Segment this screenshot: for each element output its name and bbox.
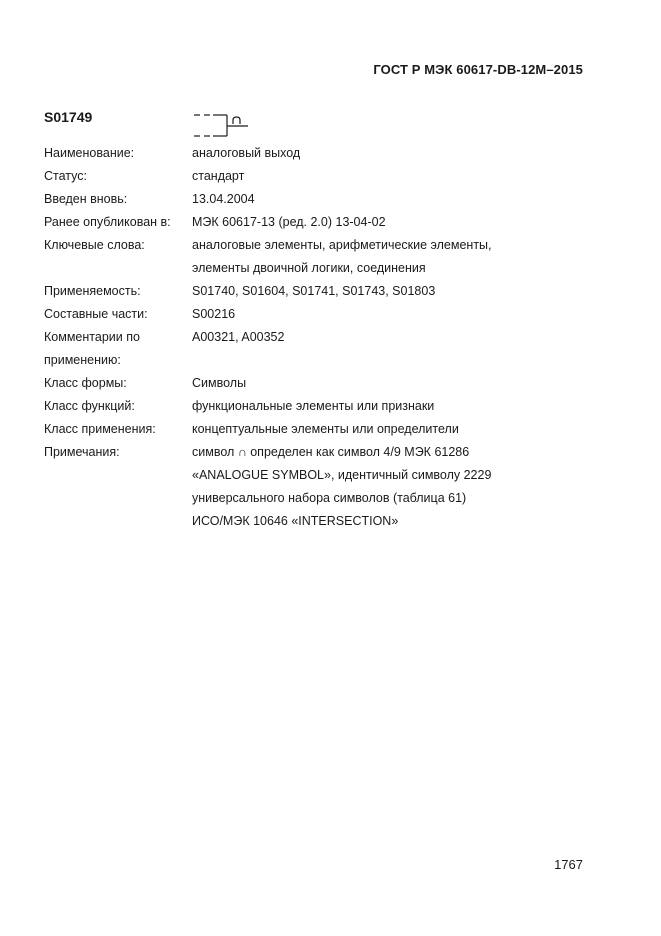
field-notes: Примечания: символ ∩ определен как символ 4/9 МЭК 61286 «ANALOGUE SYMBOL», идентичный символу 2229 универсального набора символов (таблица 61) ИСО/МЭК 10646 «INTERSECTION» <box>44 445 492 528</box>
symbol-id: S01749 <box>44 109 93 125</box>
field-function-class: Класс функций: функциональные элементы или признаки <box>44 399 435 413</box>
field-application-class: Класс применения: концептуальные элементы или определители <box>44 422 459 436</box>
field-components: Составные части: S00216 <box>44 307 236 321</box>
field-keywords: Ключевые слова: аналоговые элементы, арифметические элементы, элементы двоичной логики, соединения <box>44 238 492 275</box>
field-form-class: Класс формы: Символы <box>44 376 247 390</box>
attribute-table <box>44 142 604 533</box>
page-number: 1767 <box>554 857 583 872</box>
field-introduced: Введен вновь: 13.04.2004 <box>44 192 255 206</box>
analogue-output-symbol-icon <box>192 110 252 142</box>
field-application-comments: Комментарии по применению: A00321, A00352 <box>44 330 285 367</box>
field-name: Наименование: аналоговый выход <box>44 146 301 160</box>
field-status: Статус: стандарт <box>44 169 245 183</box>
field-applicability: Применяемость: S01740, S01604, S01741, S01743, S01803 <box>44 284 436 298</box>
standard-code: ГОСТ Р МЭК 60617-DB-12M–2015 <box>373 62 583 77</box>
field-previously-published: Ранее опубликован в: МЭК 60617-13 (ред. 2.0) 13-04-02 <box>44 215 386 229</box>
